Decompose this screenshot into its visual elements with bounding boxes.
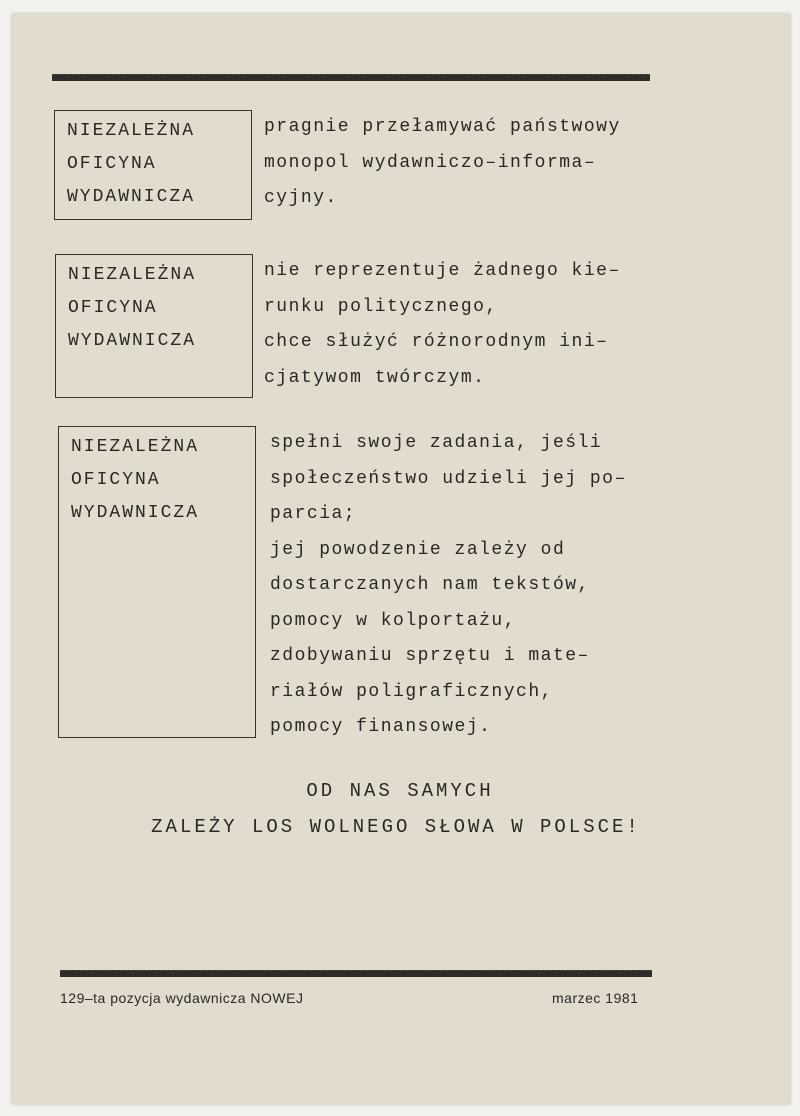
box-line-1: NIEZALEŻNA [71,437,200,457]
text-line: runku politycznego, [264,296,498,317]
bottom-rule [60,970,652,977]
section-3-text [270,426,627,746]
text-line: cjatywom twórczym. [264,367,486,388]
text-line: jej powodzenie zależy od [270,539,566,560]
text-line: parcia; [270,504,357,524]
footer-date: marzec 1981 [552,990,639,1006]
text-line: zdobywaniu sprzętu i mate– [270,646,590,666]
text-line: pomocy w kolportażu, [270,610,517,631]
text-line: pragnie przełamywać państwowy [264,117,621,137]
section-1-text [264,110,621,217]
text-line: monopol wydawniczo–informa– [264,152,597,173]
text-line: cyjny. [264,188,338,208]
section-2-text [264,254,621,396]
text-line: spełni swoje zadania, jeśli [270,433,603,453]
slogan-line-2: ZALEŻY LOS WOLNEGO SŁOWA W POLSCE! [151,816,641,838]
box-line-2: OFICYNA [71,470,161,490]
text-line: społeczeństwo udzieli jej po– [270,468,627,489]
box-line-3: WYDAWNICZA [71,503,200,523]
box-line-1: NIEZALEŻNA [68,265,197,285]
box-line-2: OFICYNA [67,154,157,174]
text-line: pomocy finansowej. [270,717,492,737]
box-line-3: WYDAWNICZA [68,331,197,351]
text-line: riałów poligraficznych, [270,681,553,702]
box-line-3: WYDAWNICZA [67,187,196,207]
top-rule [52,74,650,81]
box-line-1: NIEZALEŻNA [67,121,196,141]
text-line: chce służyć różnorodnym ini– [264,332,609,352]
publisher-box-3 [58,426,256,738]
slogan-line-1: OD NAS SAMYCH [306,780,494,802]
leaflet-sheet [12,14,790,1104]
publisher-box-2 [55,254,253,398]
footer-publication-number: 129–ta pozycja wydawnicza NOWEJ [60,990,304,1006]
text-line: nie reprezentuje żadnego kie– [264,261,621,281]
publisher-box-1 [54,110,252,220]
text-line: dostarczanych nam tekstów, [270,575,590,595]
box-line-2: OFICYNA [68,298,158,318]
